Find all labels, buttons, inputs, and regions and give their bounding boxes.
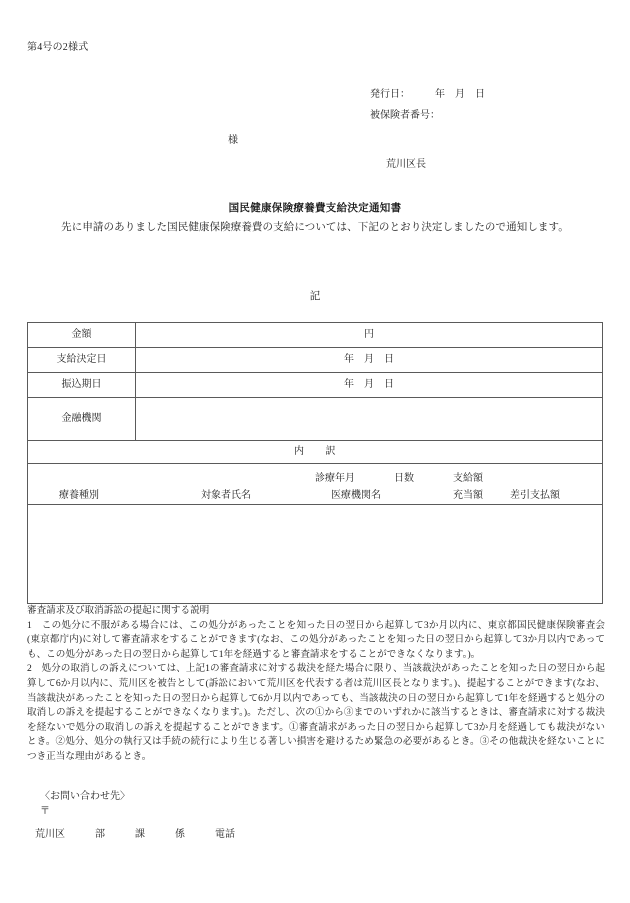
contact-heading: 〈お問い合わせ先〉 bbox=[40, 791, 130, 802]
row-value-amount: 円 bbox=[136, 323, 603, 348]
col-header-treatment-month: 診療年月 bbox=[315, 473, 355, 484]
table-row bbox=[28, 323, 603, 348]
header-meta-block bbox=[370, 84, 485, 126]
breakdown-body-cell bbox=[28, 505, 603, 604]
notice-paragraph-2: 2 処分の取消しの訴えについては、上記1の審査請求に対する裁決を経た場合に限り、当該裁決があったことを知った日の翌日から起算して6か月以内に、荒川区を被告として(訴訟において荒川区を代表する者は荒川区長となります。)、提起することができます(なお、当該裁決があったことを知った日の翌日から起算して6か月以内であっても、当該裁決の日の翌日から起算して1年を経過すると処分の取消しの訴えを提起することができなくなります。)。ただし、次の①から③までのいずれかに該当するときは、審査請求に対する裁決を経ないで処分の取消しの訴えを提起することができます。①審査請求があった日の翌日から起算して3か月を経過しても裁決がないとき。②処分、処分の執行又は手続の続行により生じる著しい損害を避けるため緊急の必要があるとき。③その他裁決を経ないことにつき正当な理由があるとき。 bbox=[27, 663, 605, 762]
issuer-name: 荒川区長 bbox=[386, 159, 426, 170]
row-value-transfer-date: 年 月 日 bbox=[136, 373, 603, 398]
lead-text: 先に申請のありました国民健康保険療養費の支給については、下記のとおり決定しましたので通知します。 bbox=[61, 222, 569, 233]
issue-date-label: 発行日： 年 月 日 bbox=[370, 89, 485, 100]
notice-heading: 審査請求及び取消訴訟の提起に関する説明 bbox=[27, 605, 210, 616]
breakdown-body-row bbox=[28, 505, 603, 604]
legal-notice-block bbox=[27, 604, 605, 765]
row-label-decision-date: 支給決定日 bbox=[28, 348, 136, 373]
row-label-transfer-date: 振込期日 bbox=[28, 373, 136, 398]
table-row bbox=[28, 373, 603, 398]
row-label-amount: 金額 bbox=[28, 323, 136, 348]
breakdown-title-row bbox=[28, 441, 603, 464]
col-header-payment-amount: 支給額 bbox=[453, 473, 483, 484]
breakdown-header-row bbox=[28, 464, 603, 505]
form-number: 第4号の2様式 bbox=[27, 42, 89, 53]
contact-block bbox=[35, 789, 235, 840]
addressee-honorific: 様 bbox=[228, 135, 238, 146]
col-header-net-payment: 差引支払額 bbox=[510, 490, 560, 501]
breakdown-title: 内 訳 bbox=[28, 441, 603, 464]
col-header-recipient-name: 対象者氏名 bbox=[201, 490, 251, 501]
insured-number-label: 被保険者番号： bbox=[370, 110, 440, 121]
table-row bbox=[28, 398, 603, 441]
row-value-decision-date: 年 月 日 bbox=[136, 348, 603, 373]
page-title: 国民健康保険療養費支給決定通知書 bbox=[228, 203, 402, 214]
decision-table bbox=[27, 322, 603, 604]
col-header-days: 日数 bbox=[394, 473, 414, 484]
col-header-medical-institution: 医療機関名 bbox=[331, 490, 381, 501]
contact-address-line: 荒川区 部 課 係 電話 bbox=[35, 829, 235, 840]
table-row bbox=[28, 348, 603, 373]
row-value-financial-institution bbox=[136, 398, 603, 441]
ki-marker: 記 bbox=[309, 291, 321, 302]
col-header-applied-amount: 充当額 bbox=[453, 490, 483, 501]
notice-paragraph-1: 1 この処分に不服がある場合には、この処分があったことを知った日の翌日から起算して3か月以内に、東京都国民健康保険審査会(東京都庁内)に対して審査請求をすることができます(なお、この処分があったことを知った日の翌日から起算して3か月以内であっても、この処分があった日の翌日から起算して1年を経過すると審査請求をすることができなくなります。)。 bbox=[27, 619, 606, 660]
postal-mark: 〒 bbox=[40, 806, 50, 817]
col-header-care-type: 療養種別 bbox=[59, 490, 99, 501]
row-label-financial-institution: 金融機関 bbox=[28, 398, 136, 441]
breakdown-header-cell bbox=[28, 464, 603, 505]
